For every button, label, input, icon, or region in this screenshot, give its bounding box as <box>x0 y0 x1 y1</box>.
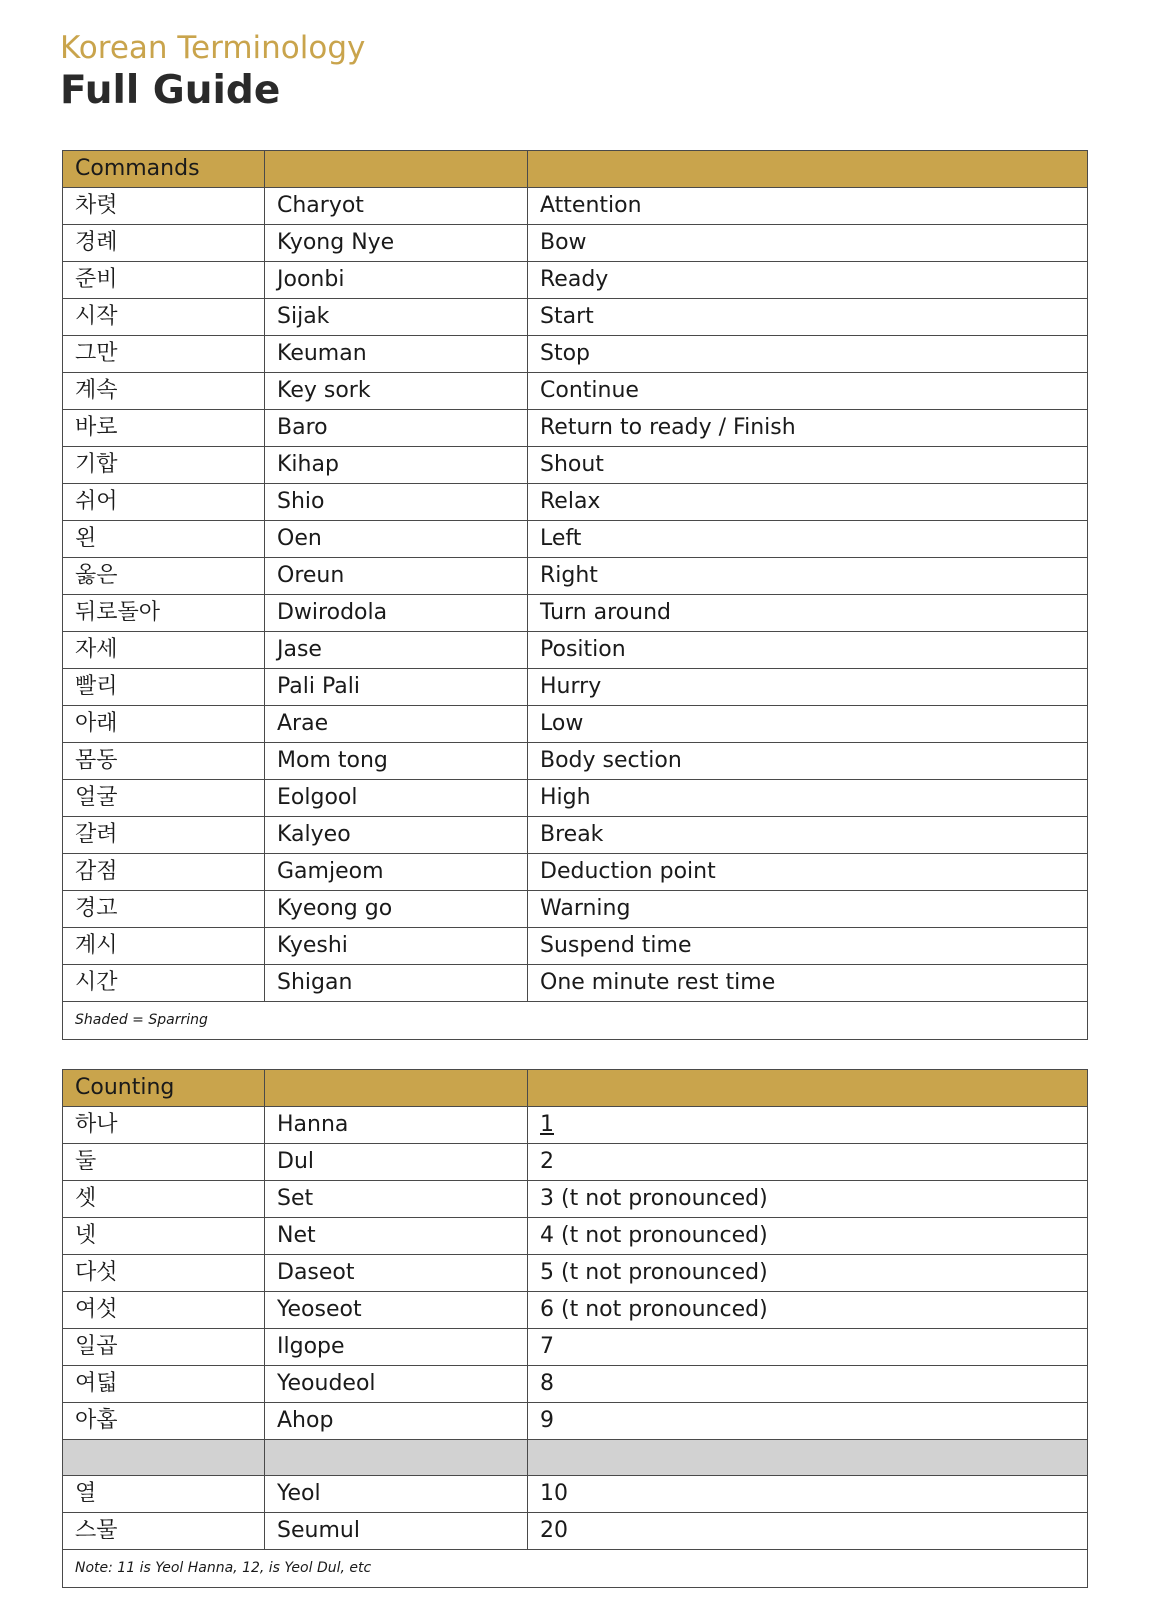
header-cell-empty <box>265 1070 528 1107</box>
header-cell-empty <box>265 151 528 188</box>
command-english-cell: Return to ready / Finish <box>528 410 1088 447</box>
command-english-cell: One minute rest time <box>528 965 1088 1002</box>
command-english-cell: Suspend time <box>528 928 1088 965</box>
count-roman-cell: Yeol <box>265 1476 528 1513</box>
command-english-cell: Attention <box>528 188 1088 225</box>
count-korean-cell: 다섯 <box>63 1255 265 1292</box>
command-roman-cell: Kyong Nye <box>265 225 528 262</box>
commands-note-row <box>63 1002 1088 1040</box>
header-cell-empty <box>528 1070 1088 1107</box>
count-english-cell: 4 (t not pronounced) <box>528 1218 1088 1255</box>
count-row <box>63 1292 1088 1329</box>
command-row <box>63 373 1088 410</box>
command-roman-cell: Oen <box>265 521 528 558</box>
count-korean-cell: 열 <box>63 1476 265 1513</box>
count-roman-cell: Ahop <box>265 1403 528 1440</box>
count-roman-cell: Yeoseot <box>265 1292 528 1329</box>
command-roman-cell: Baro <box>265 410 528 447</box>
command-korean-cell: 그만 <box>63 336 265 373</box>
command-english-cell: Body section <box>528 743 1088 780</box>
command-roman-cell: Shigan <box>265 965 528 1002</box>
command-english-cell: High <box>528 780 1088 817</box>
command-roman-cell: Arae <box>265 706 528 743</box>
commands-header-row <box>63 151 1088 188</box>
commands-heading: Commands <box>63 151 265 188</box>
count-row <box>63 1513 1088 1550</box>
command-roman-cell: Eolgool <box>265 780 528 817</box>
command-row <box>63 225 1088 262</box>
command-row <box>63 262 1088 299</box>
count-english-cell: 20 <box>528 1513 1088 1550</box>
command-row <box>63 484 1088 521</box>
command-roman-cell: Kyeong go <box>265 891 528 928</box>
command-english-cell: Turn around <box>528 595 1088 632</box>
command-row <box>63 854 1088 891</box>
count-row <box>63 1107 1088 1144</box>
command-korean-cell: 얼굴 <box>63 780 265 817</box>
command-korean-cell: 바로 <box>63 410 265 447</box>
count-roman-cell: Dul <box>265 1144 528 1181</box>
counting-note: Note: 11 is Yeol Hanna, 12, is Yeol Dul, etc <box>63 1550 1088 1588</box>
count-english-cell <box>528 1107 1088 1144</box>
count-roman-cell: Ilgope <box>265 1329 528 1366</box>
command-korean-cell: 갈려 <box>63 817 265 854</box>
count-roman-cell: Daseot <box>265 1255 528 1292</box>
command-korean-cell: 빨리 <box>63 669 265 706</box>
count-row <box>63 1476 1088 1513</box>
command-row <box>63 965 1088 1002</box>
command-row <box>63 336 1088 373</box>
command-row <box>63 817 1088 854</box>
underlined-value: 1 <box>540 1112 554 1137</box>
count-korean-cell: 하나 <box>63 1107 265 1144</box>
command-english-cell: Shout <box>528 447 1088 484</box>
count-korean-cell: 스물 <box>63 1513 265 1550</box>
command-row <box>63 669 1088 706</box>
command-roman-cell: Kalyeo <box>265 817 528 854</box>
command-korean-cell: 옳은 <box>63 558 265 595</box>
command-roman-cell: Charyot <box>265 188 528 225</box>
command-korean-cell: 계시 <box>63 928 265 965</box>
command-row <box>63 595 1088 632</box>
command-korean-cell: 자세 <box>63 632 265 669</box>
command-row <box>63 188 1088 225</box>
header-cell-empty <box>528 151 1088 188</box>
command-roman-cell: Key sork <box>265 373 528 410</box>
count-korean-cell: 여섯 <box>63 1292 265 1329</box>
command-roman-cell: Shio <box>265 484 528 521</box>
count-english-cell: 7 <box>528 1329 1088 1366</box>
command-korean-cell: 경례 <box>63 225 265 262</box>
count-english-cell: 6 (t not pronounced) <box>528 1292 1088 1329</box>
command-english-cell: Continue <box>528 373 1088 410</box>
count-roman-cell: Net <box>265 1218 528 1255</box>
count-row <box>63 1255 1088 1292</box>
count-korean-cell: 아홉 <box>63 1403 265 1440</box>
gap-cell <box>528 1440 1088 1476</box>
counting-heading: Counting <box>63 1070 265 1107</box>
command-english-cell: Deduction point <box>528 854 1088 891</box>
count-english-cell: 3 (t not pronounced) <box>528 1181 1088 1218</box>
command-english-cell: Bow <box>528 225 1088 262</box>
counting-table <box>62 1069 1088 1588</box>
document-title: Full Guide <box>60 68 281 113</box>
count-english-cell: 10 <box>528 1476 1088 1513</box>
command-korean-cell: 준비 <box>63 262 265 299</box>
command-roman-cell: Jase <box>265 632 528 669</box>
command-english-cell: Hurry <box>528 669 1088 706</box>
command-roman-cell: Dwirodola <box>265 595 528 632</box>
commands-note: Shaded = Sparring <box>63 1002 1088 1040</box>
command-korean-cell: 경고 <box>63 891 265 928</box>
command-korean-cell: 왼 <box>63 521 265 558</box>
commands-table <box>62 150 1088 1040</box>
command-english-cell: Start <box>528 299 1088 336</box>
command-english-cell: Low <box>528 706 1088 743</box>
count-row <box>63 1218 1088 1255</box>
gap-cell <box>63 1440 265 1476</box>
command-korean-cell: 쉬어 <box>63 484 265 521</box>
command-roman-cell: Pali Pali <box>265 669 528 706</box>
command-row <box>63 928 1088 965</box>
count-row <box>63 1181 1088 1218</box>
shaded-gap-row <box>63 1440 1088 1476</box>
command-row <box>63 891 1088 928</box>
counting-header-row <box>63 1070 1088 1107</box>
command-korean-cell: 뒤로돌아 <box>63 595 265 632</box>
command-english-cell: Ready <box>528 262 1088 299</box>
count-korean-cell: 여덟 <box>63 1366 265 1403</box>
count-english-cell: 8 <box>528 1366 1088 1403</box>
command-roman-cell: Joonbi <box>265 262 528 299</box>
command-row <box>63 558 1088 595</box>
command-english-cell: Right <box>528 558 1088 595</box>
count-row <box>63 1403 1088 1440</box>
command-row <box>63 410 1088 447</box>
command-row <box>63 632 1088 669</box>
command-korean-cell: 기합 <box>63 447 265 484</box>
count-row <box>63 1144 1088 1181</box>
command-row <box>63 706 1088 743</box>
counting-note-row <box>63 1550 1088 1588</box>
count-roman-cell: Hanna <box>265 1107 528 1144</box>
count-roman-cell: Seumul <box>265 1513 528 1550</box>
count-korean-cell: 셋 <box>63 1181 265 1218</box>
command-english-cell: Warning <box>528 891 1088 928</box>
count-roman-cell: Yeoudeol <box>265 1366 528 1403</box>
document-subtitle: Korean Terminology <box>60 30 366 66</box>
count-korean-cell: 일곱 <box>63 1329 265 1366</box>
command-english-cell: Relax <box>528 484 1088 521</box>
command-korean-cell: 감점 <box>63 854 265 891</box>
command-korean-cell: 계속 <box>63 373 265 410</box>
command-korean-cell: 아래 <box>63 706 265 743</box>
gap-cell <box>265 1440 528 1476</box>
count-row <box>63 1366 1088 1403</box>
command-english-cell: Position <box>528 632 1088 669</box>
command-roman-cell: Oreun <box>265 558 528 595</box>
command-roman-cell: Kihap <box>265 447 528 484</box>
count-english-cell: 9 <box>528 1403 1088 1440</box>
command-row <box>63 521 1088 558</box>
command-korean-cell: 차렷 <box>63 188 265 225</box>
count-english-cell: 2 <box>528 1144 1088 1181</box>
command-english-cell: Stop <box>528 336 1088 373</box>
count-korean-cell: 둘 <box>63 1144 265 1181</box>
count-roman-cell: Set <box>265 1181 528 1218</box>
command-roman-cell: Mom tong <box>265 743 528 780</box>
command-roman-cell: Sijak <box>265 299 528 336</box>
command-roman-cell: Kyeshi <box>265 928 528 965</box>
command-row <box>63 743 1088 780</box>
command-row <box>63 447 1088 484</box>
command-korean-cell: 시간 <box>63 965 265 1002</box>
command-row <box>63 780 1088 817</box>
command-roman-cell: Gamjeom <box>265 854 528 891</box>
command-roman-cell: Keuman <box>265 336 528 373</box>
command-korean-cell: 시작 <box>63 299 265 336</box>
command-english-cell: Left <box>528 521 1088 558</box>
command-english-cell: Break <box>528 817 1088 854</box>
command-row <box>63 299 1088 336</box>
count-english-cell: 5 (t not pronounced) <box>528 1255 1088 1292</box>
count-korean-cell: 넷 <box>63 1218 265 1255</box>
count-row <box>63 1329 1088 1366</box>
command-korean-cell: 몸동 <box>63 743 265 780</box>
